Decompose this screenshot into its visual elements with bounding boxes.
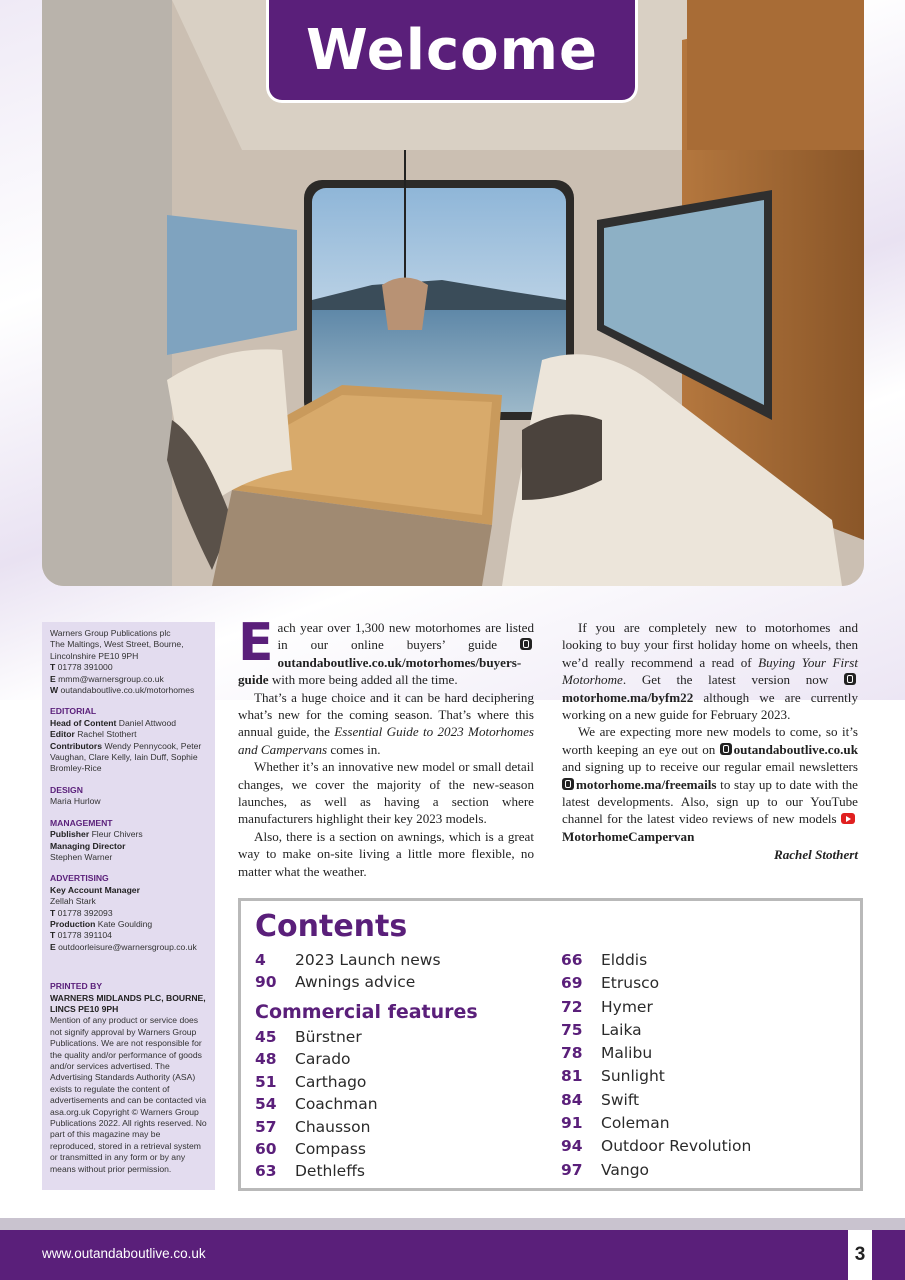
article-column-1 <box>238 613 534 880</box>
printer: WARNERS MIDLANDS PLC, BOURNE, LINCS PE10 9PH <box>50 992 206 1014</box>
youtube-icon <box>841 813 855 824</box>
editor: Editor Rachel Stothert <box>50 729 137 740</box>
contents-item[interactable]: 63 Dethleffs <box>255 1162 365 1181</box>
link-icon <box>844 673 856 685</box>
managing-director: Stephen Warner <box>50 851 113 862</box>
dropcap: E <box>238 613 274 673</box>
contact-tel: T 01778 391000 <box>50 662 113 673</box>
kam-tel: T 01778 392093 <box>50 907 113 918</box>
page-number: 3 <box>848 1230 872 1280</box>
contents-item[interactable]: 48 Carado <box>255 1050 351 1069</box>
publisher: Publisher Fleur Chivers <box>50 829 143 840</box>
welcome-title-tab <box>266 0 638 103</box>
credits-sidebar <box>42 622 215 1190</box>
key-account-label: Key Account Manager <box>50 884 140 895</box>
buyers-guide-link[interactable]: outandaboutlive.co.uk/motorhomes/buyers-guide <box>238 654 522 688</box>
contents-item[interactable]: 84 Swift <box>561 1090 640 1109</box>
signoff-author: Rachel Stothert <box>773 847 858 863</box>
contents-item[interactable]: 69 Etrusco <box>561 974 660 993</box>
contents-item[interactable]: 57 Chausson <box>255 1117 371 1136</box>
printed-heading: PRINTED BY <box>50 981 103 992</box>
advertising-heading: ADVERTISING <box>50 873 109 884</box>
footer-url[interactable]: www.outandaboutlive.co.uk <box>42 1246 206 1261</box>
commercial-features-heading: Commercial features <box>255 1001 478 1023</box>
website-link[interactable]: outandaboutlive.co.uk <box>733 741 858 757</box>
link-icon <box>720 743 732 755</box>
article-paragraph: Also, there is a section on awnings, which is a great way to make on-site living a little more flexible, no matter what the weather. <box>238 828 534 879</box>
newsletter-link[interactable]: motorhome.ma/freemails <box>576 776 717 792</box>
contents-box <box>238 898 863 1191</box>
disclaimer: Mention of any product or service does not signify approval by Warners Group Publications. We are not responsible for the quality and/or performance of goods and/or services advertised. The Advertising Standards Authority (ASA) exists to regulate the content of advertisements and can be contacted via asa.org.uk Copyright © Warners Group Publications 2022. All rights reserved. No part of this magazine may be reproduced, stored in a retrieval system or transmitted in any form or by any means without prior permission. <box>50 1015 207 1174</box>
contents-item[interactable]: 60 Compass <box>255 1139 366 1158</box>
editorial-heading: EDITORIAL <box>50 706 97 717</box>
contact-web: W outandaboutlive.co.uk/motorhomes <box>50 685 195 696</box>
footer-strip <box>0 1218 905 1230</box>
contents-item[interactable]: 90 Awnings advice <box>255 973 416 992</box>
article-column-2 <box>562 619 858 864</box>
contributors: Contributors Wendy Pennycook, Peter Vaughan, Clare Kelly, Iain Duff, Sophie Bromley-Rice <box>50 740 202 774</box>
footer <box>0 1230 905 1280</box>
link-icon <box>520 638 532 650</box>
managing-director-label: Managing Director <box>50 840 126 851</box>
designer: Maria Hurlow <box>50 796 101 807</box>
article-paragraph: Whether it’s an innovative new model or small detail changes, we cover the majority of the new-season launches, as well as having a section where manufacturers highlight their key 2023 models. <box>238 759 534 827</box>
contents-left-list <box>255 1028 378 1185</box>
key-account-manager: Zellah Stark <box>50 896 96 907</box>
youtube-channel-link[interactable]: MotorhomeCampervan <box>562 828 695 844</box>
article-paragraph: Each year over 1,300 new motorhomes are listed in our online buyers’ guide outandaboutlive.co.uk/motorhomes/buyers-guide with more being added all the time. <box>238 613 534 688</box>
contents-item[interactable]: 54 Coachman <box>255 1095 378 1114</box>
contents-title: Contents <box>255 909 408 944</box>
contact-email: E mmm@warnersgroup.co.uk <box>50 673 164 684</box>
design-heading: DESIGN <box>50 784 83 795</box>
article-paragraph: We are expecting more new models to come, so it’s worth keeping an eye out on outandaboutlive.co.uk and signing up to receive our regular email newsletters motorhome.ma/freemails to stay up to date with the latest developments. Also, sign up to our YouTube channel for the latest video reviews of new models MotorhomeCampervan <box>562 724 858 844</box>
page-title: Welcome <box>306 17 598 83</box>
production: Production Kate Goulding <box>50 918 153 929</box>
article-paragraph: That’s a huge choice and it can be hard deciphering what’s new for the coming season. That’s where this annual guide, the Essential Guide to 2023 Motorhomes and Campervans comes in. <box>238 689 534 757</box>
contents-item[interactable]: 72 Hymer <box>561 997 653 1016</box>
address-line: The Maltings, West Street, Bourne, <box>50 639 184 650</box>
company-name: Warners Group Publications plc <box>50 628 171 638</box>
contents-item[interactable]: 97 Vango <box>561 1160 650 1179</box>
article-paragraph: If you are completely new to motorhomes and looking to buy your first holiday home on wheels, then we’d really recommend a read of Buying Your First Motorhome. Get the latest version now motorhome.ma/byfm22 although we are currently working on a new guide for February 2023. <box>562 620 858 723</box>
link-icon <box>562 778 574 790</box>
production-tel: T 01778 391104 <box>50 930 112 941</box>
ad-email: E outdoorleisure@warnersgroup.co.uk <box>50 941 197 952</box>
contents-item[interactable]: 94 Outdoor Revolution <box>561 1137 752 1156</box>
contents-item[interactable]: 75 Laika <box>561 1020 642 1039</box>
contents-item[interactable]: 45 Bürstner <box>255 1028 362 1046</box>
head-of-content: Head of Content Daniel Attwood <box>50 717 177 728</box>
contents-item[interactable]: 4 2023 Launch news <box>255 951 441 969</box>
contents-item[interactable]: 78 Malibu <box>561 1044 653 1063</box>
contents-item[interactable]: 91 Coleman <box>561 1114 670 1133</box>
contents-right-list <box>561 951 751 1184</box>
contents-top-list <box>255 951 441 996</box>
address-line: Lincolnshire PE10 9PH <box>50 650 139 661</box>
contents-item[interactable]: 51 Carthago <box>255 1072 367 1091</box>
byfm-link[interactable]: motorhome.ma/byfm22 <box>562 689 694 705</box>
management-heading: MANAGEMENT <box>50 817 113 828</box>
contents-item[interactable]: 81 Sunlight <box>561 1067 665 1086</box>
contents-item[interactable]: 66 Elddis <box>561 951 648 969</box>
